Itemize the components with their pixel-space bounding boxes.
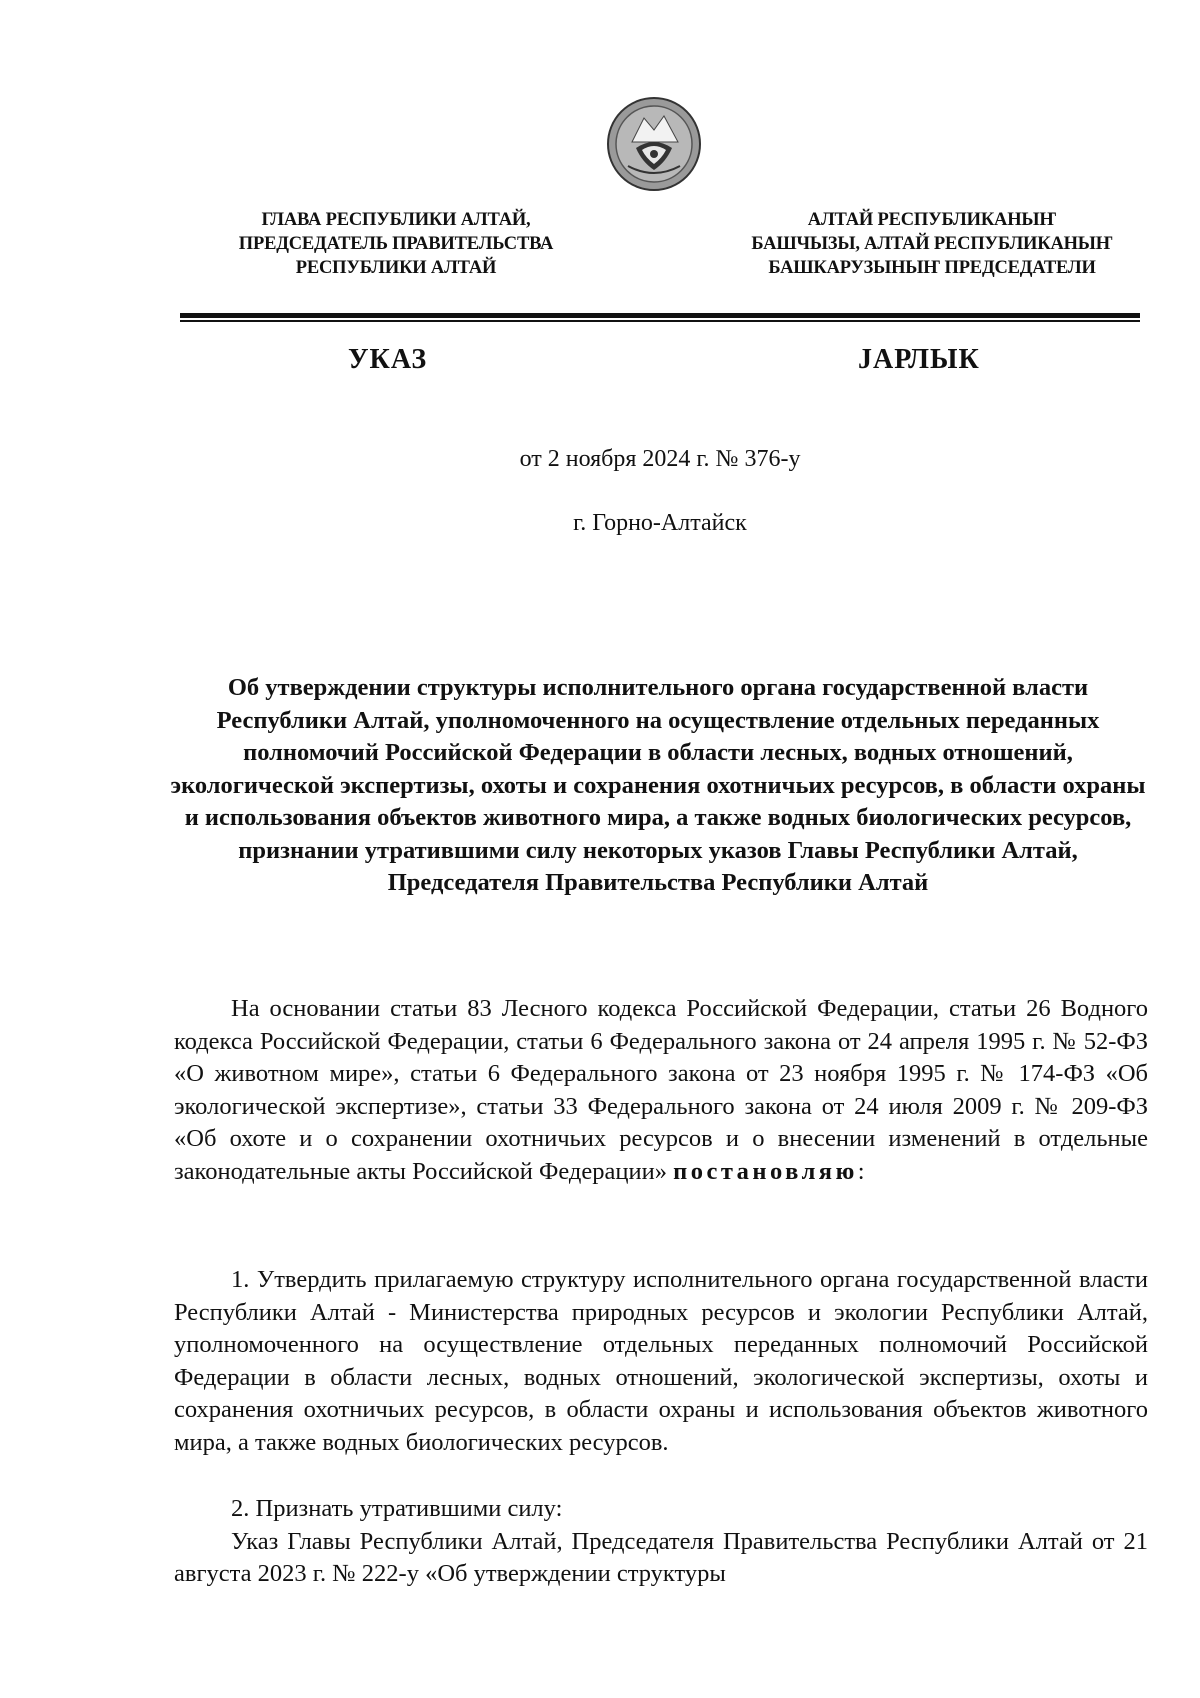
header-right-line-3: БАШКАРУЗЫНЫҤ ПРЕДСЕДАТЕЛИ [768, 258, 1096, 278]
altai-republic-coat-of-arms-icon [606, 96, 702, 192]
item-1-paragraph [174, 1264, 1148, 1460]
header-divider-thin [180, 320, 1140, 322]
item-2-paragraphs [174, 1493, 1148, 1591]
header-right-line-2: БАШЧЫЗЫ, АЛТАЙ РЕСПУБЛИКАНЫҤ [751, 234, 1113, 254]
doc-title-jarlyk: ЈАРЛЫК [858, 344, 980, 375]
preamble-paragraph [174, 993, 1148, 1189]
item-2-text: 2. Признать утратившими силу: [231, 1495, 563, 1522]
header-divider [180, 313, 1140, 322]
preamble-text-block [174, 993, 1148, 1189]
header-right-block [712, 208, 1152, 280]
item-1-text: 1. Утвердить прилагаемую структуру исполнительного органа государственной власти Республики Алтай - Министерства природных ресурсов и экологии Республики Алтай, уполномоченного на осуществление отдельных переданных полномочий Российской Федерации в области лесных, водных отношений, экологической экспертизы, охоты и сохранения охотничьих ресурсов, в области охраны и использования объектов животного мира, а также водных биологических ресурсов. [174, 1266, 1148, 1456]
decree-date-number: от 2 ноября 2024 г. № 376-у [519, 446, 801, 472]
header-left-line-2: ПРЕДСЕДАТЕЛЬ ПРАВИТЕЛЬСТВА [238, 234, 554, 254]
header-right-line-1: АЛТАЙ РЕСПУБЛИКАНЫҤ [807, 210, 1057, 230]
decree-place: г. Горно-Алтайск [573, 510, 747, 536]
item-2-first-act: Указ Главы Республики Алтай, Председателя Правительства Республики Алтай от 21 августа 2023 г. № 222-у «Об утверждении структуры [174, 1527, 1148, 1588]
decree-subject-heading: Об утверждении структуры исполнительного органа государственной власти Республики Алтай, уполномоченного на осуществление отдельных переданных полномочий Российской Федерации в области лесных, водных отношений, экологической экспертизы, охоты и сохранения охотничьих ресурсов, в области охраны и использования объектов животного мира, а также водных биологических ресурсов, признании утратившими силу некоторых указов Главы Республики Алтай, Председателя Правительства Республики Алтай [170, 674, 1146, 896]
header-left-line-1: ГЛАВА РЕСПУБЛИКИ АЛТАЙ, [261, 210, 531, 230]
preamble-text: На основании статьи 83 Лесного кодекса Российской Федерации, статьи 26 Водного кодекса Российской Федерации, статьи 6 Федерального закона от 24 апреля 1995 г. № 52-ФЗ «О животном мире», статьи 6 Федерального закона от 23 ноября 1995 г. № 174-ФЗ «Об экологической экспертизе», статьи 33 Федерального закона от 24 июля 2009 г. № 209-ФЗ «Об охоте и о сохранении охотничьих ресурсов и о внесении изменений в отдельные законодательные акты Российской Федерации» [174, 995, 1148, 1185]
doc-title-ukaz: УКАЗ [348, 344, 428, 375]
header-left-block [176, 208, 616, 280]
decree-colon: : [857, 1157, 865, 1185]
decree-word: постановляю [673, 1157, 858, 1185]
header-divider-thick [180, 313, 1140, 318]
header-left-line-3: РЕСПУБЛИКИ АЛТАЙ [295, 258, 497, 278]
